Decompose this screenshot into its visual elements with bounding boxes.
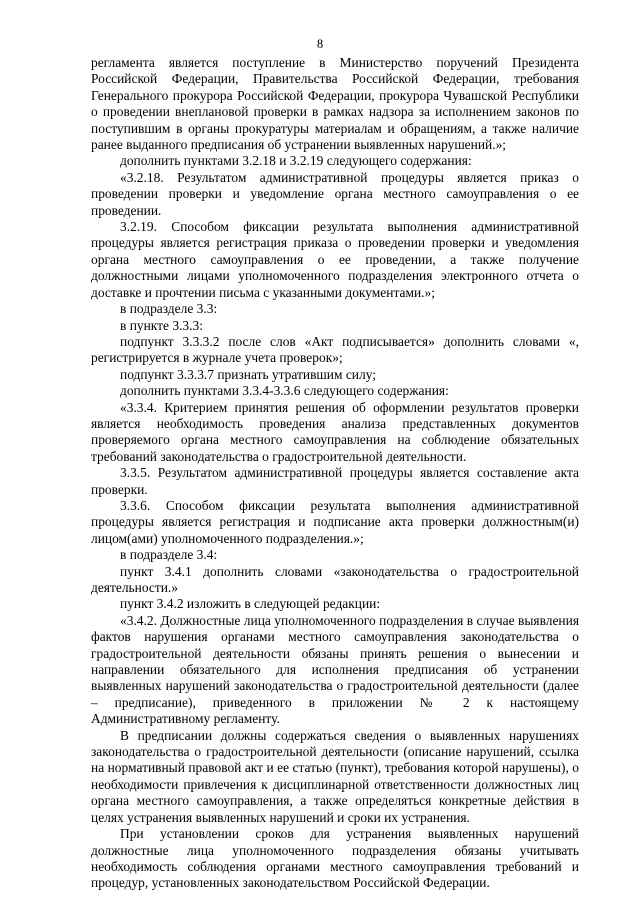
paragraph: подпункт 3.3.3.7 признать утратившим силу;	[120, 366, 376, 382]
page-number: 8	[316, 37, 324, 51]
paragraph: в пункте 3.3.3:	[120, 317, 203, 333]
paragraph: регламента является поступление в Министерство поручений Президента Российской Федерации, Правительства Российской Федерации, требования Генерального прокурора Российской Федерации, прокурора Чувашской Республики о проведении внеплановой проверки в рамках надзора за исполнением законов по поступившим в органы прокуратуры материалам и обращениям, а также наличие ранее выданного предписания об устранении выявленных нарушений.»;	[91, 55, 579, 153]
paragraph: «3.3.4. Критерием принятия решения об оформлении результатов проверки является необходимость проведения анализа представленных документов проверяемого органа местного самоуправления на соблюдение обязательных требований законодательства о градостроительной деятельности.	[91, 399, 579, 464]
paragraph: При установлении сроков для устранения выявленных нарушений должностные лица уполномоченного подразделения обязаны учитывать необходимость соблюдения органами местного самоуправления требований и процедур, установленных законодательством Российской Федерации.	[91, 826, 579, 891]
paragraph: 3.3.6. Способом фиксации результата выполнения административной процедуры является регистрация и подписание акта проверки должностным(и) лицом(ами) уполномоченного подразделения.»;	[91, 497, 579, 546]
paragraph: дополнить пунктами 3.3.4-3.3.6 следующего содержания:	[120, 383, 449, 399]
paragraph: подпункт 3.3.3.2 после слов «Акт подписывается» дополнить словами «, регистрируется в журнале учета проверок»;	[91, 333, 579, 366]
document-body	[91, 55, 579, 892]
paragraph: «3.2.18. Результатом административной процедуры является приказ о проведении проверки и уведомление органа местного самоуправления о ее проведении.	[91, 169, 579, 218]
paragraph: 3.2.19. Способом фиксации результата выполнения административной процедуры является регистрация приказа о проведении проверки и уведомления органа местного самоуправления о ее проведении, а также получение должностными лицами уполномоченного подразделения электронного отчета о доставке и прочтении письма с указанными документами.»;	[91, 219, 579, 300]
paragraph: «3.4.2. Должностные лица уполномоченного подразделения в случае выявления фактов нарушения органами местного самоуправления законодательства о градостроительной деятельности обязаны принять решения о вынесении и направлении обязательного для исполнения предписания об устранении выявленных нарушений законодательства о градостроительной деятельности (далее – предписание), приведенного в приложении № 2 к настоящему Административному регламенту.	[91, 612, 579, 727]
paragraph: дополнить пунктами 3.2.18 и 3.2.19 следующего содержания:	[120, 153, 472, 169]
paragraph: в подразделе 3.3:	[120, 301, 218, 317]
paragraph: 3.3.5. Результатом административной процедуры является составление акта проверки.	[91, 465, 579, 497]
paragraph: пункт 3.4.2 изложить в следующей редакции:	[120, 596, 381, 612]
paragraph: В предписании должны содержаться сведения о выявленных нарушениях законодательства о градостроительной деятельности (описание нарушений, ссылка на нормативный правовой акт и ее статью (пункт), требования которой нарушены), о необходимости привлечения к дисциплинарной ответственности должностных лиц органа местного самоуправления, а также определяться конкретные действия в целях устранения выявленных нарушений и сроки их устранения.	[91, 727, 579, 825]
paragraph: пункт 3.4.1 дополнить словами «законодательства о градостроительной деятельности.»	[91, 563, 579, 595]
paragraph: в подразделе 3.4:	[120, 547, 218, 563]
